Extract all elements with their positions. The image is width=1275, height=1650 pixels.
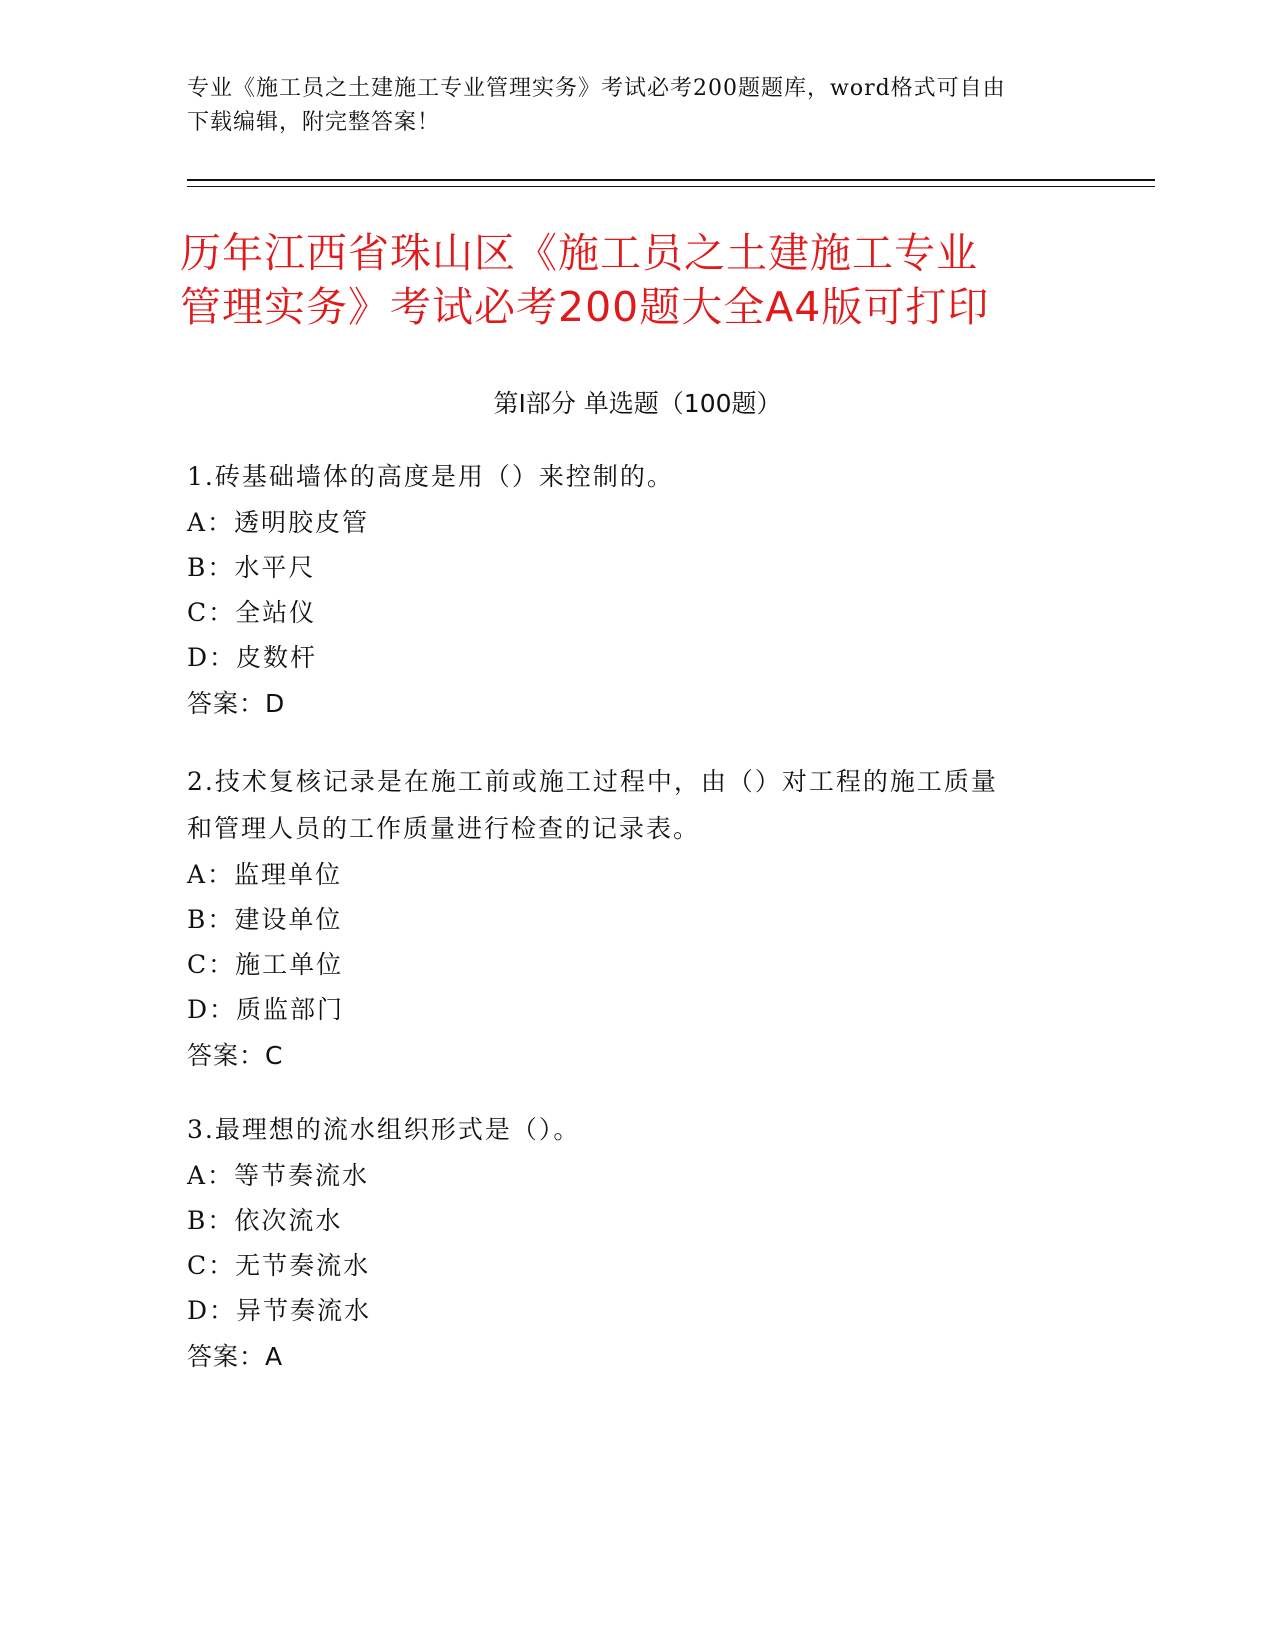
question-2 (187, 758, 1067, 1080)
option-b: B：建设单位 (187, 905, 343, 934)
option-d: D：皮数杆 (187, 643, 318, 672)
option-b: B：水平尺 (187, 553, 316, 582)
intro-line-1: 专业《施工员之土建施工专业管理实务》考试必考200题题库，word格式可自由 (187, 76, 1006, 101)
header-divider-thin (187, 186, 1155, 187)
intro-text (187, 72, 1087, 140)
option-c: C：全站仪 (187, 598, 317, 627)
option-d: D：质监部门 (187, 995, 345, 1024)
option-c: C：无节奏流水 (187, 1251, 371, 1280)
section-heading: 第Ⅰ部分 单选题（100题） (493, 389, 782, 418)
question-3 (187, 1106, 1067, 1381)
question-stem: 1.砖基础墙体的高度是用（）来控制的。 (187, 462, 674, 491)
question-stem-line-1: 2.技术复核记录是在施工前或施工过程中，由（）对工程的施工质量 (187, 767, 998, 796)
intro-line-2: 下载编辑，附完整答案！ (187, 110, 441, 135)
option-a: A：透明胶皮管 (187, 508, 370, 537)
title-line-1: 历年江西省珠山区《施工员之土建施工专业 (180, 229, 978, 277)
option-b: B：依次流水 (187, 1206, 343, 1235)
option-a: A：等节奏流水 (187, 1161, 370, 1190)
answer: 答案：A (187, 1342, 284, 1371)
answer: 答案：D (187, 689, 286, 718)
title-line-2: 管理实务》考试必考200题大全A4版可打印 (180, 283, 990, 331)
answer: 答案：C (187, 1041, 284, 1070)
header-divider-thick (187, 179, 1155, 181)
option-c: C：施工单位 (187, 950, 344, 979)
option-a: A：监理单位 (187, 860, 343, 889)
page-title (180, 226, 1120, 334)
question-stem: 3.最理想的流水组织形式是（）。 (187, 1115, 581, 1144)
option-d: D：异节奏流水 (187, 1296, 372, 1325)
question-stem-line-2: 和管理人员的工作质量进行检查的记录表。 (187, 814, 701, 843)
question-1 (187, 453, 1067, 728)
